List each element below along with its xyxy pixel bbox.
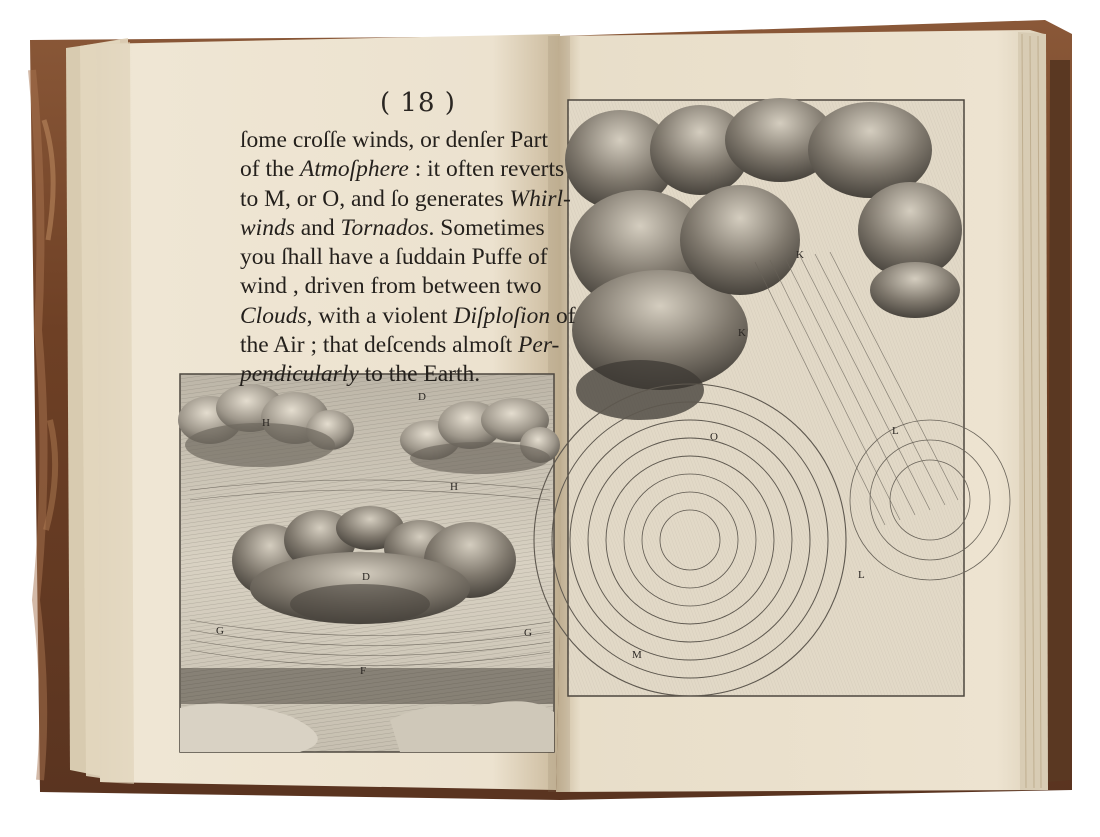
- italic-segment: winds: [240, 214, 295, 241]
- text-segment: . Sometimes: [428, 214, 545, 241]
- page-text: [240, 126, 576, 390]
- label-h-right: H: [450, 481, 458, 493]
- label-h-left: H: [262, 417, 270, 429]
- italic-segment: Clouds: [240, 302, 307, 329]
- label-g-left: G: [216, 625, 224, 637]
- text-line: [240, 185, 571, 214]
- label-f: F: [360, 665, 367, 677]
- text-segment: the Air ; that deſcends almoſt: [240, 332, 519, 359]
- text-line: [240, 360, 562, 389]
- text-segment: and: [294, 214, 341, 241]
- label-k-mid: K: [738, 327, 746, 339]
- italic-segment: pendicularly: [240, 361, 359, 388]
- text-line: [240, 272, 562, 301]
- italic-segment: Per-: [518, 332, 560, 359]
- left-engraving-plate: [178, 374, 560, 752]
- text-segment: to the Earth.: [358, 361, 481, 388]
- text-line: [240, 331, 562, 360]
- label-l-top: L: [892, 425, 899, 437]
- italic-segment: Atmoſphere: [300, 156, 409, 183]
- text-segment: , with a violent: [306, 302, 454, 329]
- italic-segment: Tornados: [340, 214, 429, 241]
- text-line: [240, 243, 562, 272]
- text-segment: wind , driven from between two: [240, 273, 542, 300]
- text-line: [240, 126, 562, 155]
- label-g-right: G: [524, 627, 532, 639]
- right-engraving-plate: [534, 98, 1010, 696]
- label-d-top: D: [418, 391, 426, 403]
- text-line: [240, 214, 562, 243]
- label-k-top: K: [796, 249, 804, 261]
- text-segment: of the: [240, 156, 301, 183]
- italic-segment: Whirl-: [509, 185, 571, 212]
- page-number: ( 18 ): [380, 88, 456, 118]
- label-l-bottom: L: [858, 569, 865, 581]
- label-o: O: [710, 431, 718, 443]
- text-segment: : it often reverts: [408, 156, 565, 183]
- text-line: [240, 302, 576, 331]
- label-d-center: D: [362, 571, 370, 583]
- italic-segment: Diſploſion: [453, 302, 551, 329]
- text-segment: ſome croſſe winds, or denſer Part: [240, 127, 549, 153]
- text-segment: of: [550, 302, 576, 329]
- label-m: M: [632, 649, 642, 661]
- text-segment: to M, or O, and ſo generates: [240, 185, 510, 212]
- text-line: [240, 155, 565, 184]
- text-segment: you ſhall have a ſuddain Puffe of: [240, 244, 548, 271]
